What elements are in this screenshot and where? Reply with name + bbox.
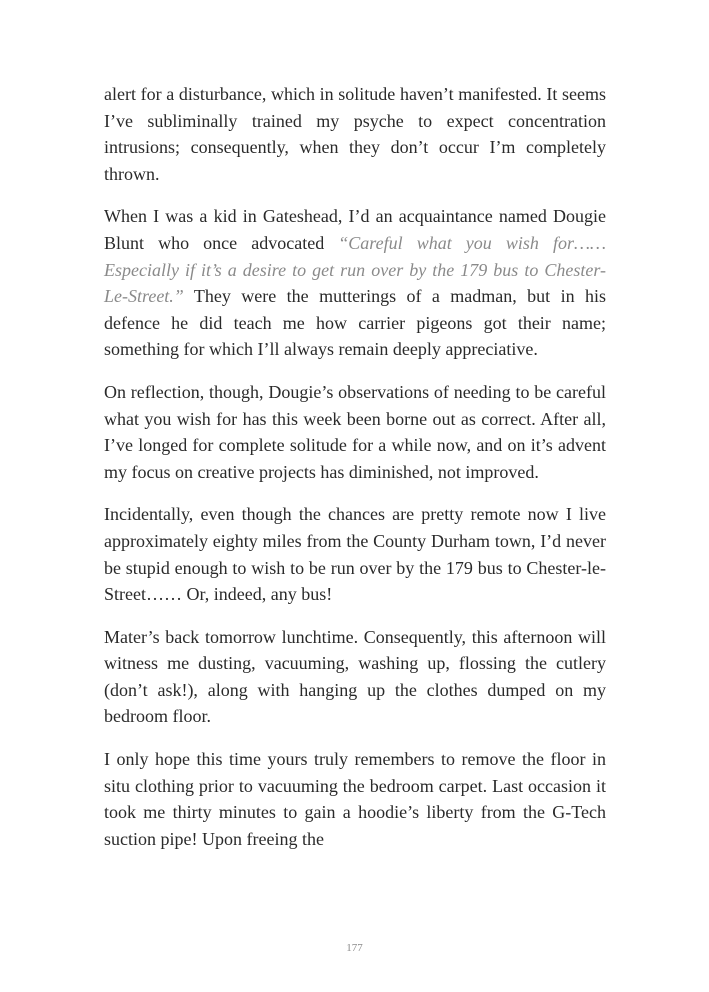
paragraph-3: On reflection, though, Dougie’s observations of needing to be careful what you wish for has this week been borne out as correct. After all, I’ve longed for complete solitude for a while now, and on it’s advent my focus on creative projects has diminished, not improved. [104,381,606,482]
page-number: 177 [346,942,363,954]
paragraph-2-intro: When I was a kid in Gateshead, I’d an acquaintance named Dougie Blunt who once advocated [104,206,606,253]
paragraph-2 [104,203,606,363]
paragraph-6: I only hope this time yours truly remembers to remove the floor in situ clothing prior to vacuuming the bedroom carpet. Last occasion it took me thirty minutes to gain a hoodie’s liberty from the G-Tech suction pipe! Upon freeing the [104,749,606,849]
paragraph-2-rest: They were the mutterings of a madman, but in his defence he did teach me how carrier pigeons got their name; something for which I’ll always remain deeply appreciative. [104,286,606,360]
paragraph-1: alert for a disturbance, which in solitude haven’t manifested. It seems I’ve subliminally trained my psyche to expect concentration intrusions; consequently, when they don’t occur I’m completely thrown. [104,84,606,184]
body-text [104,81,606,868]
paragraph-4: Incidentally, even though the chances are pretty remote now I live approximately eighty miles from the County Durham town, I’d never be stupid enough to wish to be run over by the 179 bus to Chester-le-Street…… Or, indeed, any bus! [104,504,606,605]
dougie-quote: “Careful what you wish for…… Especially if it’s a desire to get run over by the 179 bus to Chester-Le-Street.” [104,232,606,307]
paragraph-5: Mater’s back tomorrow lunchtime. Consequently, this afternoon will witness me dusting, vacuuming, washing up, flossing the cutlery (don’t ask!), along with hanging up the clothes dumped on my bedroom floor. [104,626,606,727]
